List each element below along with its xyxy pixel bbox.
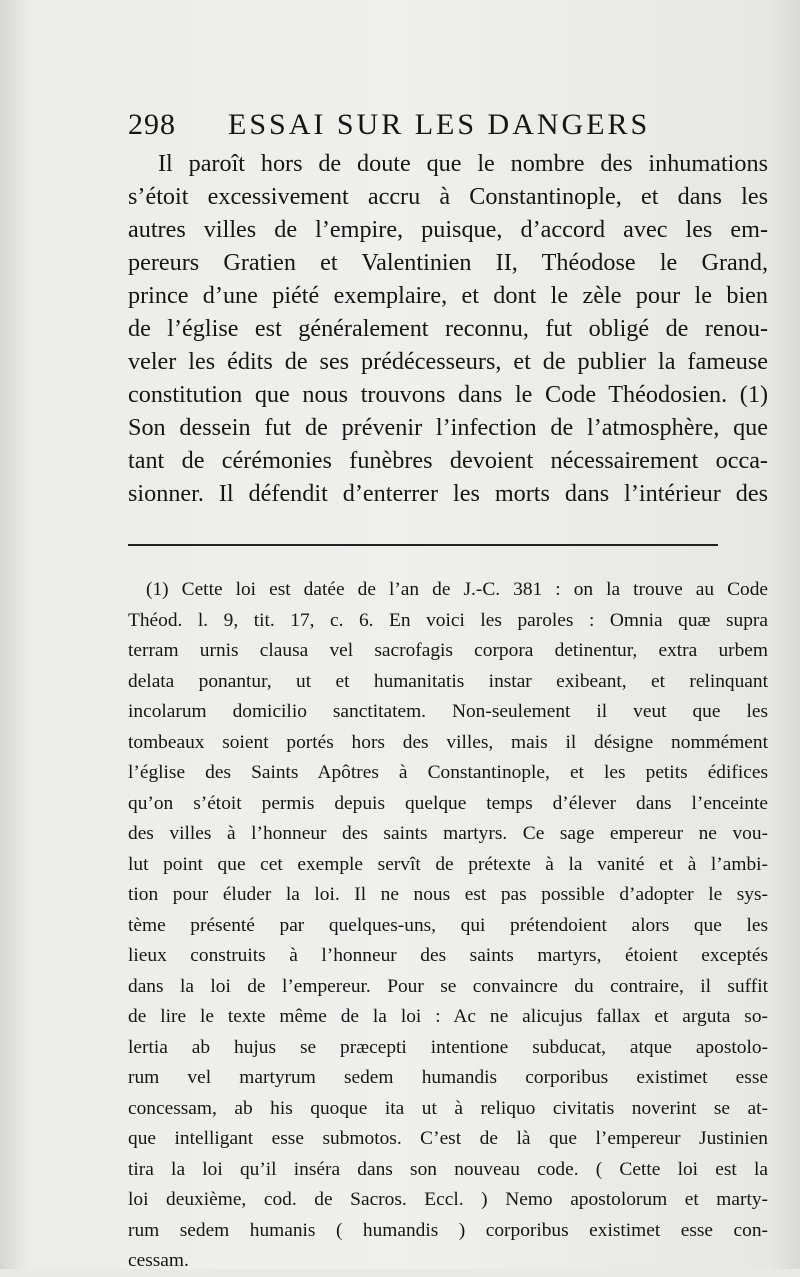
body-line: sionner. Il défendit d’enterrer les morts dans l’intérieur des (128, 480, 768, 507)
body-line: autres villes de l’empire, puisque, d’accord avec les em- (128, 216, 768, 243)
footnote-line: des villes à l’honneur des saints martyrs. Ce sage empereur ne vou- (128, 823, 768, 844)
footnote-line: terram urnis clausa vel sacrofagis corpora detinentur, extra urbem (128, 640, 768, 661)
footnote-line: tème présenté par quelques-uns, qui prétendoient alors que les (128, 914, 768, 936)
footnote-block (128, 575, 768, 1277)
footnote-line: qu’on s’étoit permis depuis quelque temps d’élever dans l’enceinte (128, 792, 768, 814)
footnote-line: que intelligant esse submotos. C’est de là que l’empereur Justinien (128, 1128, 768, 1149)
footnote-line: dans la loi de l’empereur. Pour se convaincre du contraire, il suffit (128, 975, 768, 997)
footnote-line: delata ponantur, ut et humanitatis instar exibeant, et relinquant (128, 670, 768, 692)
footnote-line: tion pour éluder la loi. Il ne nous est pas possible d’adopter le sys- (128, 884, 768, 905)
footnote-line: Théod. l. 9, tit. 17, c. 6. En voici les paroles : Omnia quæ supra (128, 609, 768, 631)
page-number: 298 (128, 108, 176, 141)
footnote-divider (128, 544, 718, 546)
body-line: Son dessein fut de prévenir l’infection de l’atmosphère, que (128, 414, 768, 441)
footnote-line: l’église des Saints Apôtres à Constantinople, et les petits édifices (128, 762, 768, 783)
body-line: Il paroît hors de doute que le nombre des inhumations (158, 150, 768, 177)
body-line: pereurs Gratien et Valentinien II, Théodose le Grand, (128, 249, 768, 276)
footnote-line: cessam. (128, 1250, 189, 1271)
page-header (128, 108, 688, 148)
footnote-line: lertia ab hujus se præcepti intentione subducat, atque apostolo- (128, 1036, 768, 1058)
body-line: veler les édits de ses prédécesseurs, et de publier la fameuse (128, 348, 768, 375)
footnote-line: tombeaux soient portés hors des villes, mais il désigne nommément (128, 731, 768, 753)
body-line: constitution que nous trouvons dans le Code Théodosien. (1) (128, 381, 768, 408)
body-line: tant de cérémonies funèbres devoient nécessairement occa- (128, 447, 768, 474)
running-head: ESSAI SUR LES DANGERS (228, 108, 651, 141)
footnote-line: tira la loi qu’il inséra dans son nouveau code. ( Cette loi est la (128, 1158, 768, 1180)
footnote-line: de lire le texte même de la loi : Ac ne alicujus fallax et arguta so- (128, 1006, 768, 1027)
footnote-line: rum vel martyrum sedem humandis corporibus existimet esse (128, 1067, 768, 1088)
footnote-line: lieux construits à l’honneur des saints martyrs, étoient exceptés (128, 945, 768, 966)
footnote-line: (1) Cette loi est datée de l’an de J.-C. 381 : on la trouve au Code (146, 579, 768, 600)
footnote-line: rum sedem humanis ( humandis ) corporibus existimet esse con- (128, 1219, 768, 1241)
footnote-line: lut point que cet exemple servît de prétexte à la vanité et à l’ambi- (128, 853, 768, 875)
body-line: s’étoit excessivement accru à Constantinople, et dans les (128, 183, 768, 210)
main-paragraph (128, 147, 768, 510)
body-line: de l’église est généralement reconnu, fut obligé de renou- (128, 315, 768, 342)
footnote-line: incolarum domicilio sanctitatem. Non-seulement il veut que les (128, 701, 768, 722)
footnote-line: concessam, ab his quoque ita ut à reliquo civitatis noverint se at- (128, 1097, 768, 1119)
footnote-line: loi deuxième, cod. de Sacros. Eccl. ) Nemo apostolorum et marty- (128, 1189, 768, 1210)
body-line: prince d’une piété exemplaire, et dont le zèle pour le bien (128, 282, 768, 309)
